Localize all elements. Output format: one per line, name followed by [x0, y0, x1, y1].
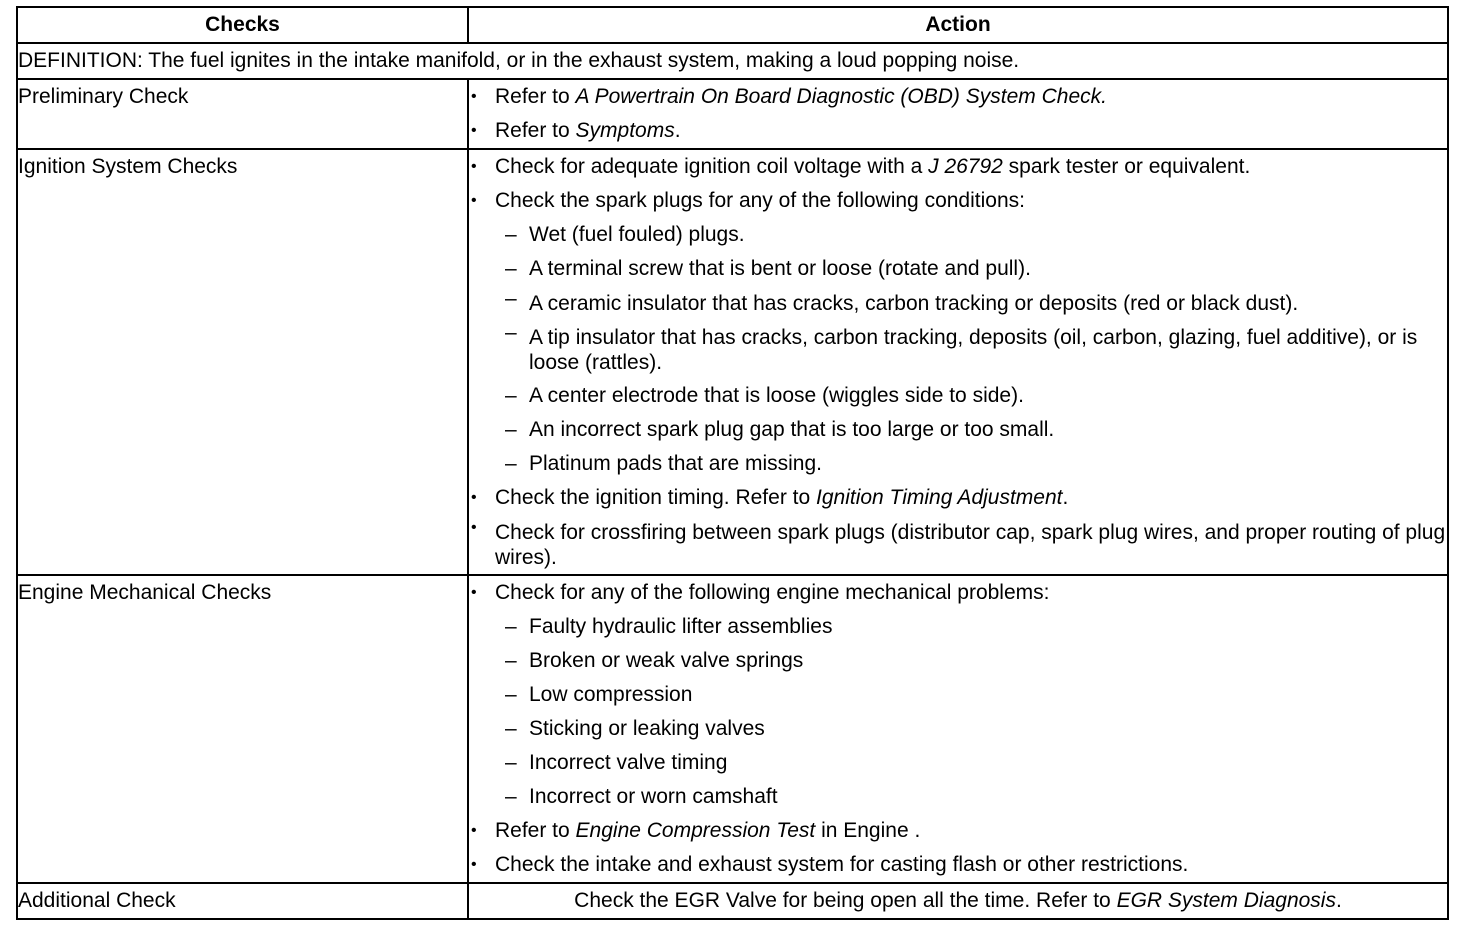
preliminary-actions	[468, 79, 1448, 149]
ignition-check-label: Ignition System Checks	[17, 149, 468, 575]
condition-item: – A tip insulator that has cracks, carbon tracking, deposits (oil, carbon, glazing, fuel additive), or is loose (rattles).	[469, 320, 1447, 379]
problem-item: – Faulty hydraulic lifter assemblies	[469, 610, 1447, 644]
problem-item: – Incorrect valve timing	[469, 746, 1447, 780]
mechanical-row	[17, 575, 1448, 883]
ignition-row	[17, 149, 1448, 575]
ignition-timing-reference: Ignition Timing Adjustment	[816, 486, 1063, 509]
additional-row	[17, 883, 1448, 919]
preliminary-row	[17, 79, 1448, 149]
header-row	[17, 7, 1448, 43]
definition-text: DEFINITION: The fuel ignites in the intake manifold, or in the exhaust system, making a loud popping noise.	[17, 43, 1448, 79]
bullet-item: • Check for any of the following engine mechanical problems:	[469, 576, 1447, 610]
additional-action: Check the EGR Valve for being open all the time. Refer to EGR System Diagnosis.	[468, 883, 1448, 919]
problem-item: – Sticking or leaking valves	[469, 712, 1447, 746]
condition-item: – An incorrect spark plug gap that is too large or too small.	[469, 413, 1447, 447]
problem-item: – Incorrect or worn camshaft	[469, 780, 1447, 814]
condition-item: – A center electrode that is loose (wiggles side to side).	[469, 379, 1447, 413]
bullet-item: • Check for crossfiring between spark plugs (distributor cap, spark plug wires, and proper routing of plug wires).	[469, 515, 1447, 574]
problem-item: – Broken or weak valve springs	[469, 644, 1447, 678]
bullet-item: • Check for adequate ignition coil voltage with a J 26792 spark tester or equivalent.	[469, 150, 1447, 184]
condition-item: – Platinum pads that are missing.	[469, 447, 1447, 481]
mechanical-actions	[468, 575, 1448, 883]
symptoms-reference: Symptoms	[575, 119, 675, 142]
diagnostic-table	[16, 6, 1449, 920]
bullet-item: • Refer to Engine Compression Test in Engine .	[469, 814, 1447, 848]
bullet-item: • Check the intake and exhaust system for casting flash or other restrictions.	[469, 848, 1447, 882]
bullet-item: • Refer to A Powertrain On Board Diagnostic (OBD) System Check.	[469, 80, 1447, 114]
compression-test-reference: Engine Compression Test	[575, 819, 816, 842]
preliminary-check-label: Preliminary Check	[17, 79, 468, 149]
ignition-actions	[468, 149, 1448, 575]
egr-diagnosis-reference: EGR System Diagnosis	[1116, 889, 1336, 912]
obd-system-check-reference: A Powertrain On Board Diagnostic (OBD) System Check.	[575, 85, 1107, 108]
bullet-item: • Refer to Symptoms.	[469, 114, 1447, 148]
additional-check-label: Additional Check	[17, 883, 468, 919]
condition-item: – A terminal screw that is bent or loose (rotate and pull).	[469, 252, 1447, 286]
action-header: Action	[468, 7, 1448, 43]
problem-item: – Low compression	[469, 678, 1447, 712]
condition-item: – A ceramic insulator that has cracks, carbon tracking or deposits (red or black dust).	[469, 286, 1447, 320]
bullet-item: • Check the ignition timing. Refer to Ignition Timing Adjustment.	[469, 481, 1447, 515]
mechanical-check-label: Engine Mechanical Checks	[17, 575, 468, 883]
bullet-item: • Check the spark plugs for any of the following conditions:	[469, 184, 1447, 218]
condition-item: – Wet (fuel fouled) plugs.	[469, 218, 1447, 252]
spark-tester-tool: J 26792	[928, 155, 1003, 178]
checks-header: Checks	[17, 7, 468, 43]
definition-row	[17, 43, 1448, 79]
